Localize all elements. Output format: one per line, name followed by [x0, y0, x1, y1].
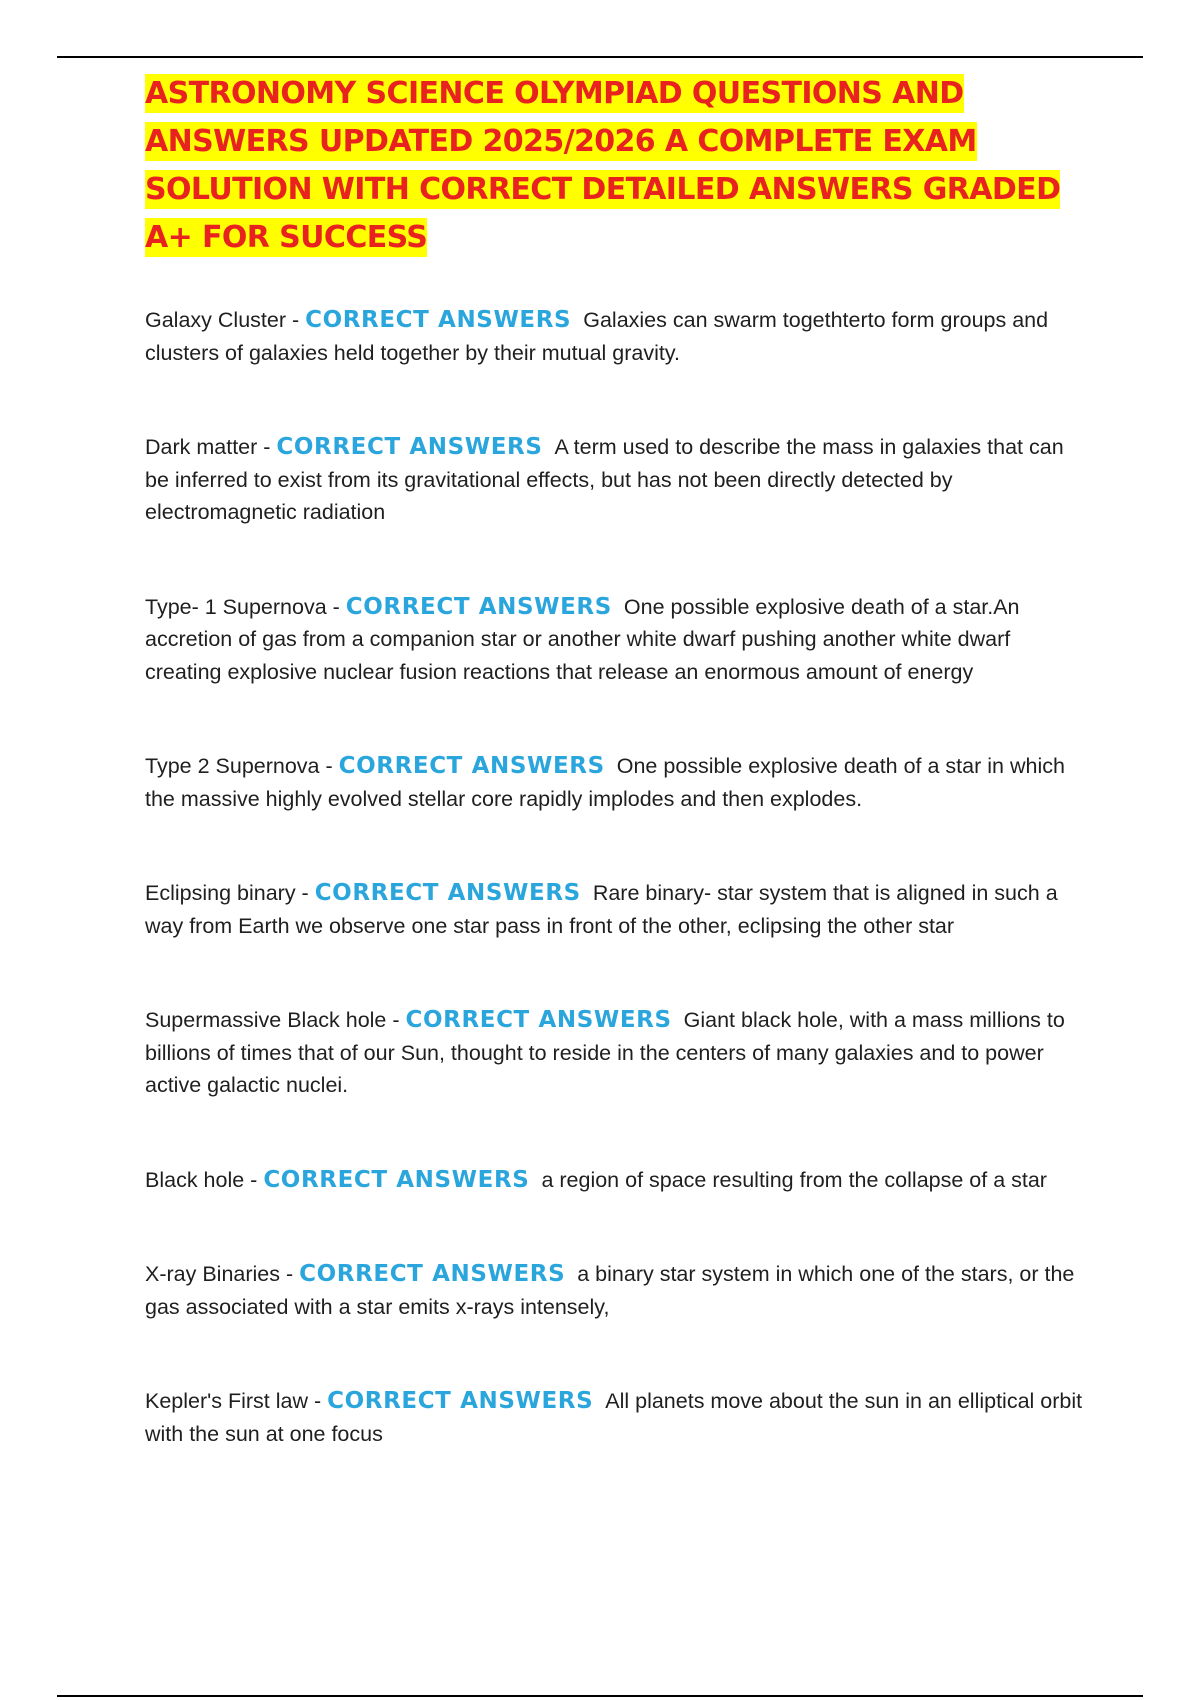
qa-separator: - [326, 594, 346, 619]
qa-separator: - [295, 881, 315, 905]
document-title [145, 70, 1090, 262]
qa-term: Type- 1 Supernova [145, 594, 327, 619]
document-title-text: ASTRONOMY SCIENCE OLYMPIAD QUESTIONS AND ANSWERS UPDATED 2025/2026 A COMPLETE EXAM SOLUTION WITH CORRECT DETAILED ANSWERS GRADED A+ FOR SUCCESS [145, 76, 1061, 255]
document-body [145, 70, 1090, 1450]
qa-term: Galaxy Cluster [145, 308, 286, 332]
qa-definition: Giant black hole, with a mass millions to billions of times that of our Sun, thought to reside in the centers of many galaxies and to power active galactic nuclei. [145, 1008, 1065, 1097]
qa-term: Dark matter [145, 435, 258, 459]
correct-answers-tag: CORRECT ANSWERS [405, 1007, 672, 1033]
qa-definition: A term used to describe the mass in galaxies that can be inferred to exist from its gravitational effects, but has not been directly detected by electromagnetic radiation [145, 435, 1064, 524]
qa-definition: One possible explosive death of a star.An accretion of gas from a companion star or another white dwarf pushing another white dwarf creating explosive nuclear fusion reactions that release an enormous amount of energy [145, 594, 1020, 684]
qa-term: Eclipsing binary [145, 881, 296, 905]
qa-separator: - [280, 1262, 300, 1286]
correct-answers-tag: CORRECT ANSWERS [338, 753, 605, 779]
qa-definition: a binary star system in which one of the stars, or the gas associated with a star emits x-rays intensely, [145, 1262, 1075, 1319]
qa-entry [145, 877, 1090, 942]
correct-answers-tag: CORRECT ANSWERS [263, 1166, 530, 1193]
qa-separator: - [386, 1008, 406, 1032]
qa-definition: One possible explosive death of a star in which the massive highly evolved stellar core rapidly implodes and then explodes. [145, 754, 1065, 811]
correct-answers-tag: CORRECT ANSWERS [305, 307, 572, 333]
qa-entry [145, 750, 1090, 815]
qa-list [145, 304, 1090, 1450]
qa-term: X-ray Binaries [145, 1262, 281, 1286]
qa-definition: Rare binary- star system that is aligned in such a way from Earth we observe one star pass in front of the other, eclipsing the other star [145, 881, 1058, 938]
correct-answers-tag: CORRECT ANSWERS [276, 434, 543, 460]
qa-definition: a region of space resulting from the collapse of a star [541, 1167, 1047, 1192]
qa-definition: Galaxies can swarm togethterto form groups and clusters of galaxies held together by their mutual gravity. [145, 308, 1049, 365]
qa-term: Black hole [145, 1167, 245, 1192]
qa-entry [145, 431, 1090, 529]
qa-separator: - [257, 435, 277, 459]
correct-answers-tag: CORRECT ANSWERS [299, 1261, 566, 1287]
qa-entry [145, 1258, 1090, 1323]
qa-entry [145, 591, 1090, 689]
qa-separator: - [286, 308, 306, 332]
qa-entry [145, 1004, 1090, 1102]
qa-separator: - [319, 754, 339, 778]
qa-term: Supermassive Black hole [145, 1008, 387, 1032]
bottom-rule [57, 1695, 1143, 1697]
qa-term: Kepler's First law [145, 1389, 309, 1413]
qa-definition: All planets move about the sun in an elliptical orbit with the sun at one focus [145, 1389, 1083, 1446]
qa-entry [145, 1164, 1090, 1197]
correct-answers-tag: CORRECT ANSWERS [345, 593, 612, 620]
qa-term: Type 2 Supernova [145, 754, 320, 778]
qa-separator: - [308, 1389, 328, 1413]
qa-separator: - [244, 1167, 264, 1192]
top-rule [57, 56, 1143, 58]
qa-entry [145, 1385, 1090, 1450]
correct-answers-tag: CORRECT ANSWERS [327, 1388, 594, 1414]
correct-answers-tag: CORRECT ANSWERS [314, 880, 581, 906]
qa-entry [145, 304, 1090, 369]
